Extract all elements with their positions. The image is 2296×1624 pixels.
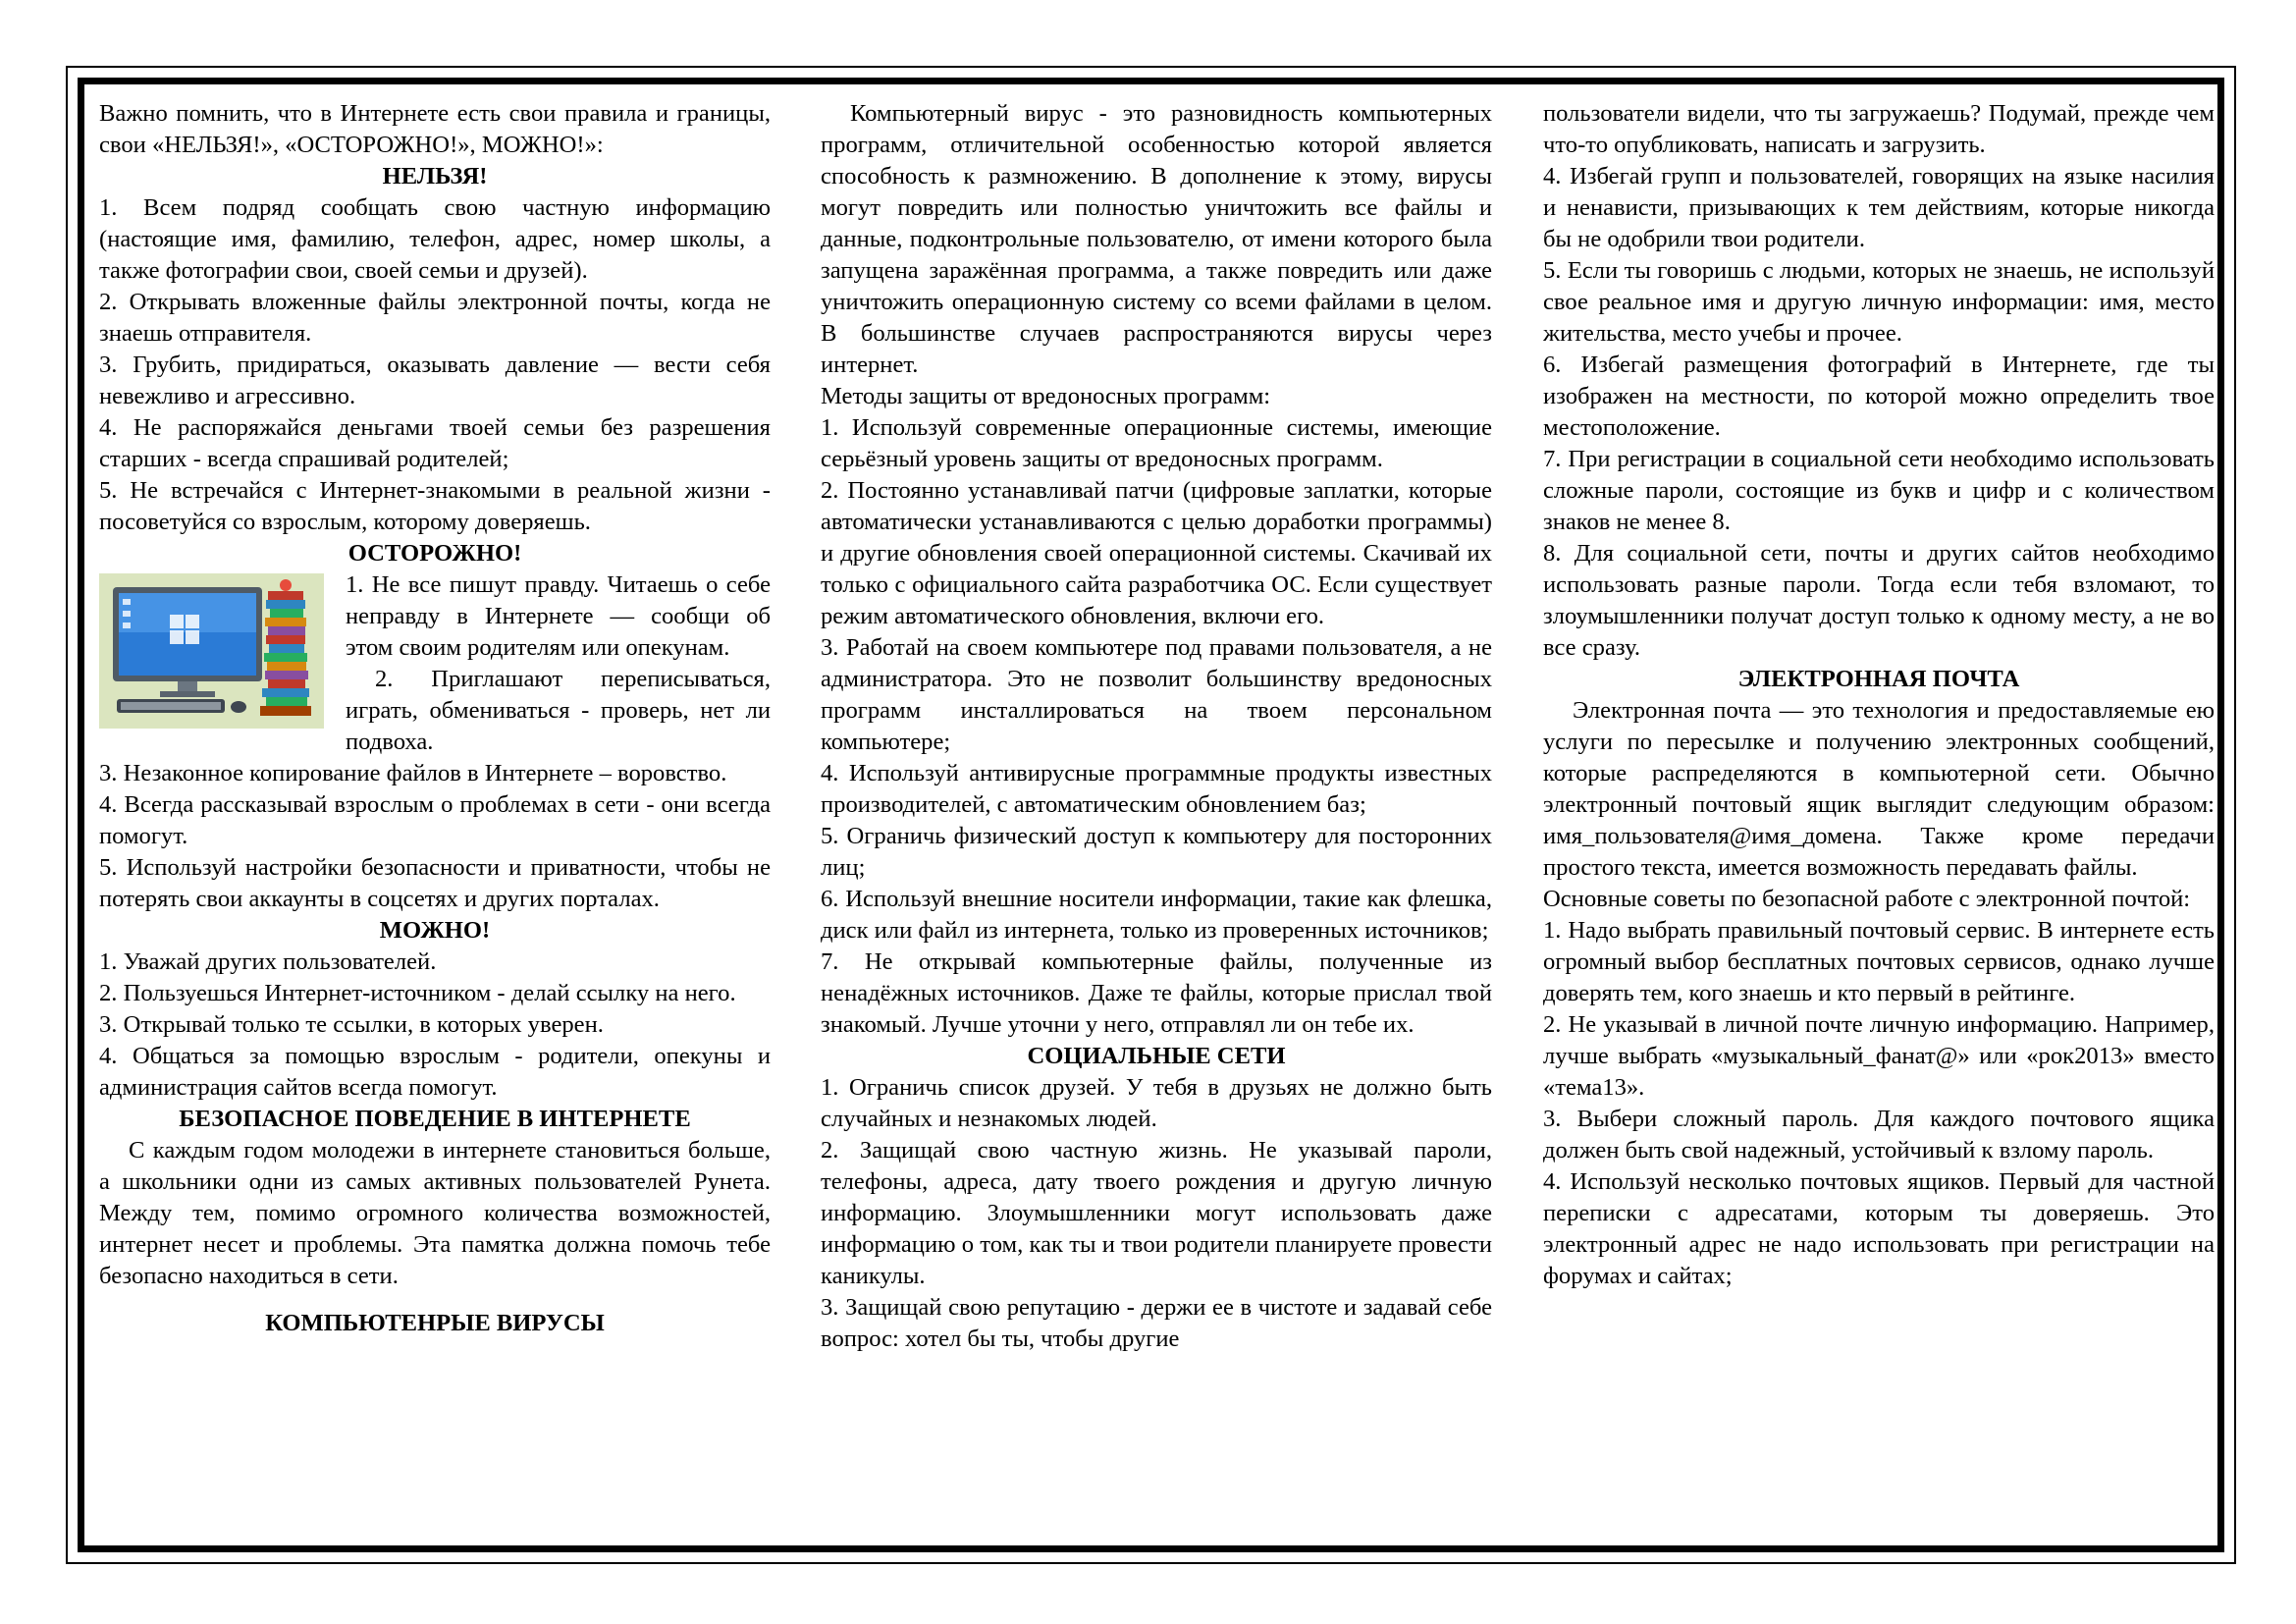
list-item: 3. Работай на своем компьютере под правами пользователя, а не администратора. Это не позволит большинству вредоносных программ инсталлироваться на твоем персональном компьютере;	[821, 634, 1492, 755]
list-item: 4. Общаться за помощью взрослым - родители, опекуны и администрация сайтов всегда помогут.	[99, 1043, 771, 1101]
heading-bezopasnoe: БЕЗОПАСНОЕ ПОВЕДЕНИЕ В ИНТЕРНЕТЕ	[179, 1106, 691, 1132]
paragraph-title: Основные советы по безопасной работе с электронной почтой:	[1543, 886, 2191, 912]
list-item: 3. Грубить, придираться, оказывать давление — вести себя невежливо и агрессивно.	[99, 352, 771, 409]
list-item: 6. Используй внешние носители информации, такие как флешка, диск или файл из интернета, только из проверенных источников;	[821, 886, 1492, 944]
list-item: 3. Защищай свою репутацию - держи ее в чистоте и задавай себе вопрос: хотел бы ты, чтобы другие	[821, 1294, 1492, 1352]
computer-icon	[99, 573, 324, 729]
list-item: 3. Выбери сложный пароль. Для каждого почтового ящика должен быть свой надежный, устойчивый к взлому пароль.	[1543, 1106, 2215, 1164]
list-item: 6. Избегай размещения фотографий в Интернете, где ты изображен на местности, по которой можно определить твое местоположение.	[1543, 352, 2215, 441]
list-item: 5. Если ты говоришь с людьми, которых не знаешь, не используй свое реальное имя и другую личную информации: имя, место жительства, место учебы и прочее.	[1543, 257, 2215, 347]
list-item: 3. Незаконное копирование файлов в Интернете – воровство.	[99, 760, 727, 786]
list-item: 2. Приглашают переписываться, играть, обмениваться - проверь, нет ли подвоха.	[346, 666, 771, 755]
list-item: 5. Ограничь физический доступ к компьютеру для посторонних лиц;	[821, 823, 1492, 881]
heading-nelzya: НЕЛЬЗЯ!	[382, 163, 488, 189]
list-item: 7. При регистрации в социальной сети необходимо использовать сложные пароли, состоящие из букв и цифр и с количеством знаков не менее 8.	[1543, 446, 2215, 535]
list-item: 4. Избегай групп и пользователей, говорящих на языке насилия и ненависти, призывающих к тем действиям, которые никогда бы не одобрили твои родители.	[1543, 163, 2215, 252]
list-item: 5. Используй настройки безопасности и приватности, чтобы не потерять свои аккаунты в соцсетях и других порталах.	[99, 854, 771, 912]
column-left	[99, 98, 771, 1551]
list-item: 2. Постоянно устанавливай патчи (цифровые заплатки, которые автоматически устанавливаются с целью доработки программы) и другие обновления своей операционной системы. Скачивай их только с официального сайта разработчика ОС. Если существует режим автоматического обновления, включи его.	[821, 477, 1492, 629]
list-item: 2. Не указывай в личной почте личную информацию. Например, лучше выбрать «музыкальный_фанат@» или «рок2013» вместо «тема13».	[1543, 1011, 2215, 1101]
list-item: 1. Ограничь список друзей. У тебя в друзьях не должно быть случайных и незнакомых людей.	[821, 1074, 1492, 1132]
list-item: 1. Всем подряд сообщать свою частную информацию (настоящие имя, фамилию, телефон, адрес, номер школы, а также фотографии свои, своей семьи и друзей).	[99, 194, 771, 284]
computer-books-illustration	[99, 573, 324, 729]
list-item: 8. Для социальной сети, почты и других сайтов необходимо использовать разные пароли. Тогда если тебя взломают, то злоумышленники получат доступ только к одному месту, а не во все сразу.	[1543, 540, 2215, 661]
paragraph: Компьютерный вирус - это разновидность компьютерных программ, отличительной особенностью которой является способность к размножению. В дополнение к этому, вирусы могут повредить или полностью уничтожить все файлы и данные, подконтрольные пользователю, от имени которого была запущена заражённая программа, а также повредить или даже уничтожить операционную систему со всеми файлами в целом. В большинстве случаев распространяются вирусы через интернет.	[821, 100, 1492, 378]
list-item: 1. Не все пишут правду. Читаешь о себе неправду в Интернете — сообщи об этом своим родителям или опекунам.	[346, 571, 771, 661]
list-item: 2. Пользуешься Интернет-источником - делай ссылку на него.	[99, 980, 736, 1006]
list-item: 7. Не открывай компьютерные файлы, полученные из ненадёжных источников. Даже те файлы, которые прислал твой знакомый. Лучше уточни у него, отправлял ли он тебе их.	[821, 948, 1492, 1038]
list-item: 4. Всегда рассказывай взрослым о проблемах в сети - они всегда помогут.	[99, 791, 771, 849]
column-middle	[821, 98, 1492, 1551]
paragraph: пользователи видели, что ты загружаешь? Подумай, прежде чем что-то опубликовать, написать и загрузить.	[1543, 100, 2215, 158]
intro-text: Важно помнить, что в Интернете есть свои правила и границы, свои «НЕЛЬЗЯ!», «ОСТОРОЖНО!», МОЖНО!»:	[99, 100, 771, 158]
heading-email: ЭЛЕКТРОННАЯ ПОЧТА	[1737, 666, 2020, 692]
paragraph: Электронная почта — это технология и предоставляемые ею услуги по пересылке и получению электронных сообщений, которые распределяются в компьютерной сети. Обычно электронный почтовый ящик выглядит следующим образом: имя_пользователя@имя_домена. Также кроме передачи простого текста, имеется возможность передавать файлы.	[1543, 697, 2215, 881]
list-item: 4. Используй антивирусные программные продукты известных производителей, с автоматическим обновлением баз;	[821, 760, 1492, 818]
list-item: 4. Не распоряжайся деньгами твоей семьи без разрешения старших - всегда спрашивай родителей;	[99, 414, 771, 472]
list-item: 4. Используй несколько почтовых ящиков. Первый для частной переписки с адресатами, которым ты доверяешь. Это электронный адрес не надо использовать при регистрации на форумах и сайтах;	[1543, 1168, 2215, 1289]
list-item: 2. Защищай свою частную жизнь. Не указывай пароли, телефоны, адреса, дату твоего рождения и другую личную информацию. Злоумышленники могут использовать даже информацию о том, как ты и твои родители планируете провести каникулы.	[821, 1137, 1492, 1289]
list-item: 2. Открывать вложенные файлы электронной почты, когда не знаешь отправителя.	[99, 289, 771, 347]
heading-social: СОЦИАЛЬНЫЕ СЕТИ	[1027, 1043, 1286, 1069]
list-item: 1. Надо выбрать правильный почтовый сервис. В интернете есть огромный выбор бесплатных почтовых сервисов, однако лучше доверять тем, кого знаешь и кто первый в рейтинге.	[1543, 917, 2215, 1006]
column-right	[1543, 98, 2215, 1551]
heading-mozhno: МОЖНО!	[379, 917, 491, 944]
heading-ostorozhno: ОСТОРОЖНО!	[347, 540, 522, 567]
list-item: 3. Открывай только те ссылки, в которых уверен.	[99, 1011, 604, 1038]
list-item: 1. Используй современные операционные системы, имеющие серьёзный уровень защиты от вредоносных программ.	[821, 414, 1492, 472]
paragraph: С каждым годом молодежи в интернете становиться больше, а школьники одни из самых активных пользователей Рунета. Между тем, помимо огромного количества возможностей, интернет несет и проблемы. Эта памятка должна помочь тебе безопасно находиться в сети.	[99, 1137, 771, 1289]
paragraph-title: Методы защиты от вредоносных программ:	[821, 383, 1271, 409]
list-item: 5. Не встречайся с Интернет-знакомыми в реальной жизни - посоветуйся со взрослым, которому доверяешь.	[99, 477, 771, 535]
list-item: 1. Уважай других пользователей.	[99, 948, 437, 975]
heading-virusy: КОМПЬЮТЕНРЫЕ ВИРУСЫ	[265, 1310, 605, 1336]
